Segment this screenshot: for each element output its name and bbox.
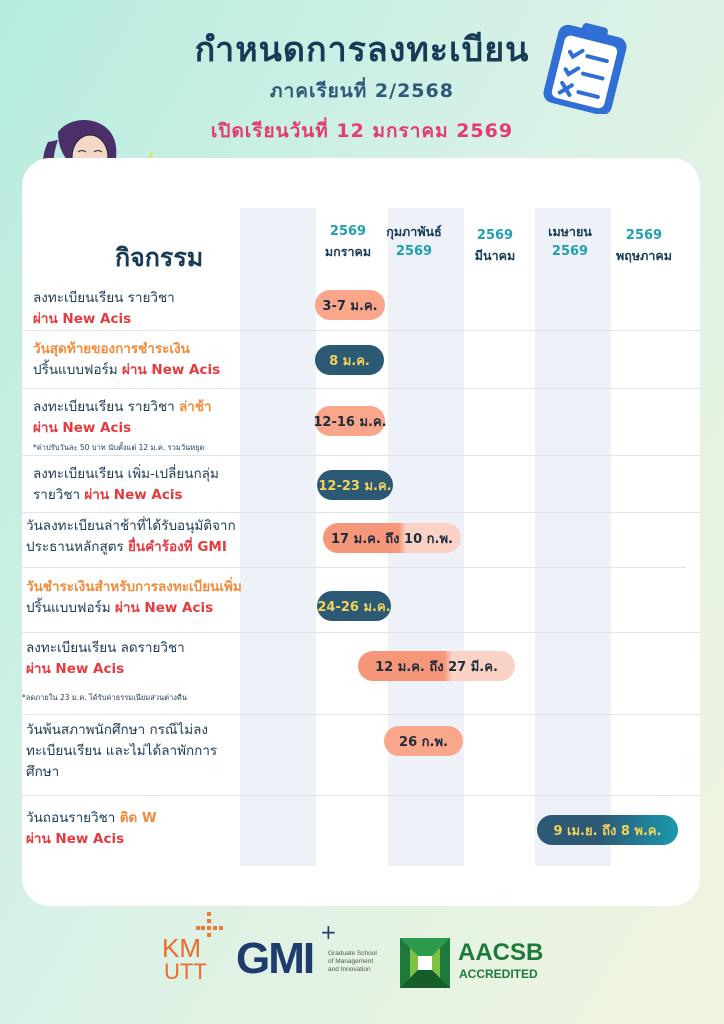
date-bar: 3-7 ม.ค. [315,290,385,320]
aacsb-logo: AACSB ACCREDITED [400,938,560,994]
row-divider [22,567,686,568]
schedule-row: วันสุดท้ายของการชำระเงิน ปริ้นแบบฟอร์ม ผ่าน New Acis [33,341,221,378]
drop-refund-note: *ลดภายใน 23 ม.ค. ได้รับค่าธรรมเนียมส่วนต่างคืน [22,693,188,702]
footer-logos [0,910,724,1010]
row-divider [22,455,700,456]
schedule-row: วันชำระเงินสำหรับการลงทะเบียนเพิ่ม ปริ้นแบบฟอร์ม ผ่าน New Acis [26,579,242,616]
schedule-card [22,158,700,906]
open-date: เปิดเรียนวันที่ 12 มกราคม 2569 [210,120,514,142]
date-bar: 12-16 ม.ค. [315,406,385,436]
date-bar: 8 ม.ค. [315,345,384,375]
date-bar: 24-26 ม.ค. [317,591,391,621]
date-bar: 12-23 ม.ค. [317,470,393,500]
schedule-row: วันพ้นสภาพนักศึกษา กรณีไม่ลง ทะเบียนเรียน และไม่ได้ลาพักการ ศึกษา [26,722,218,780]
schedule-row: ลงทะเบียนเรียน รายวิชา ล่าช้า ผ่าน New Acis [33,399,212,436]
gmi-plus-icon: + [320,920,337,944]
month-header-apr: เมษายน 2569 [548,224,592,259]
date-bar: 12 ม.ค. ถึง 27 มี.ค. [358,651,515,681]
date-bar: 9 เม.ย. ถึง 8 พ.ค. [537,815,678,845]
schedule-row: วันถอนรายวิชา ติด W ผ่าน New Acis [26,810,157,847]
schedule-row: ลงทะเบียนเรียน เพิ่ม-เปลี่ยนกลุ่ม รายวิชา ผ่าน New Acis [33,466,219,503]
month-header-jan: 2569 มกราคม [324,224,372,259]
late-fee-note: *ค่าปรับวันละ 50 บาท นับตั้งแต่ 12 ม.ค. รวมวันหยุด [33,443,205,452]
kmutt-logo [162,910,228,996]
month-header-mar: 2569 มีนาคม [474,228,516,263]
kmutt-text-top: KM [162,933,201,963]
date-bar: 17 ม.ค. ถึง 10 ก.พ. [323,523,461,553]
row-divider [22,388,700,389]
schedule-row: วันลงทะเบียนล่าช้าที่ได้รับอนุมัติจาก ประธานหลักสูตร ยื่นคำร้องที่ GMI [26,518,236,555]
schedule-row: ลงทะเบียนเรียน รายวิชา ผ่าน New Acis [33,290,175,327]
row-divider [22,714,700,715]
month-header-may: 2569 พฤษภาคม [616,228,672,263]
row-divider [22,512,700,513]
clipboard-checklist-icon [542,18,628,114]
aacsb-emblem-icon [400,938,450,988]
row-divider [22,795,700,796]
activity-column-header: กิจกรรม [115,243,204,272]
semester-subtitle: ภาคเรียนที่ 2/2568 [270,80,454,102]
page-title: กำหนดการลงทะเบียน [194,30,530,70]
kmutt-text-bottom: UTT [164,959,207,984]
date-bar: 26 ก.พ. [384,726,463,756]
row-divider [22,330,700,331]
gmi-logo: GMI + Graduate School of Management and Innovation [236,920,377,983]
schedule-row: ลงทะเบียนเรียน ลดรายวิชา ผ่าน New Acis [26,640,185,677]
row-divider [22,632,700,633]
month-header-feb: กุมภาพันธ์ 2569 [386,224,442,259]
